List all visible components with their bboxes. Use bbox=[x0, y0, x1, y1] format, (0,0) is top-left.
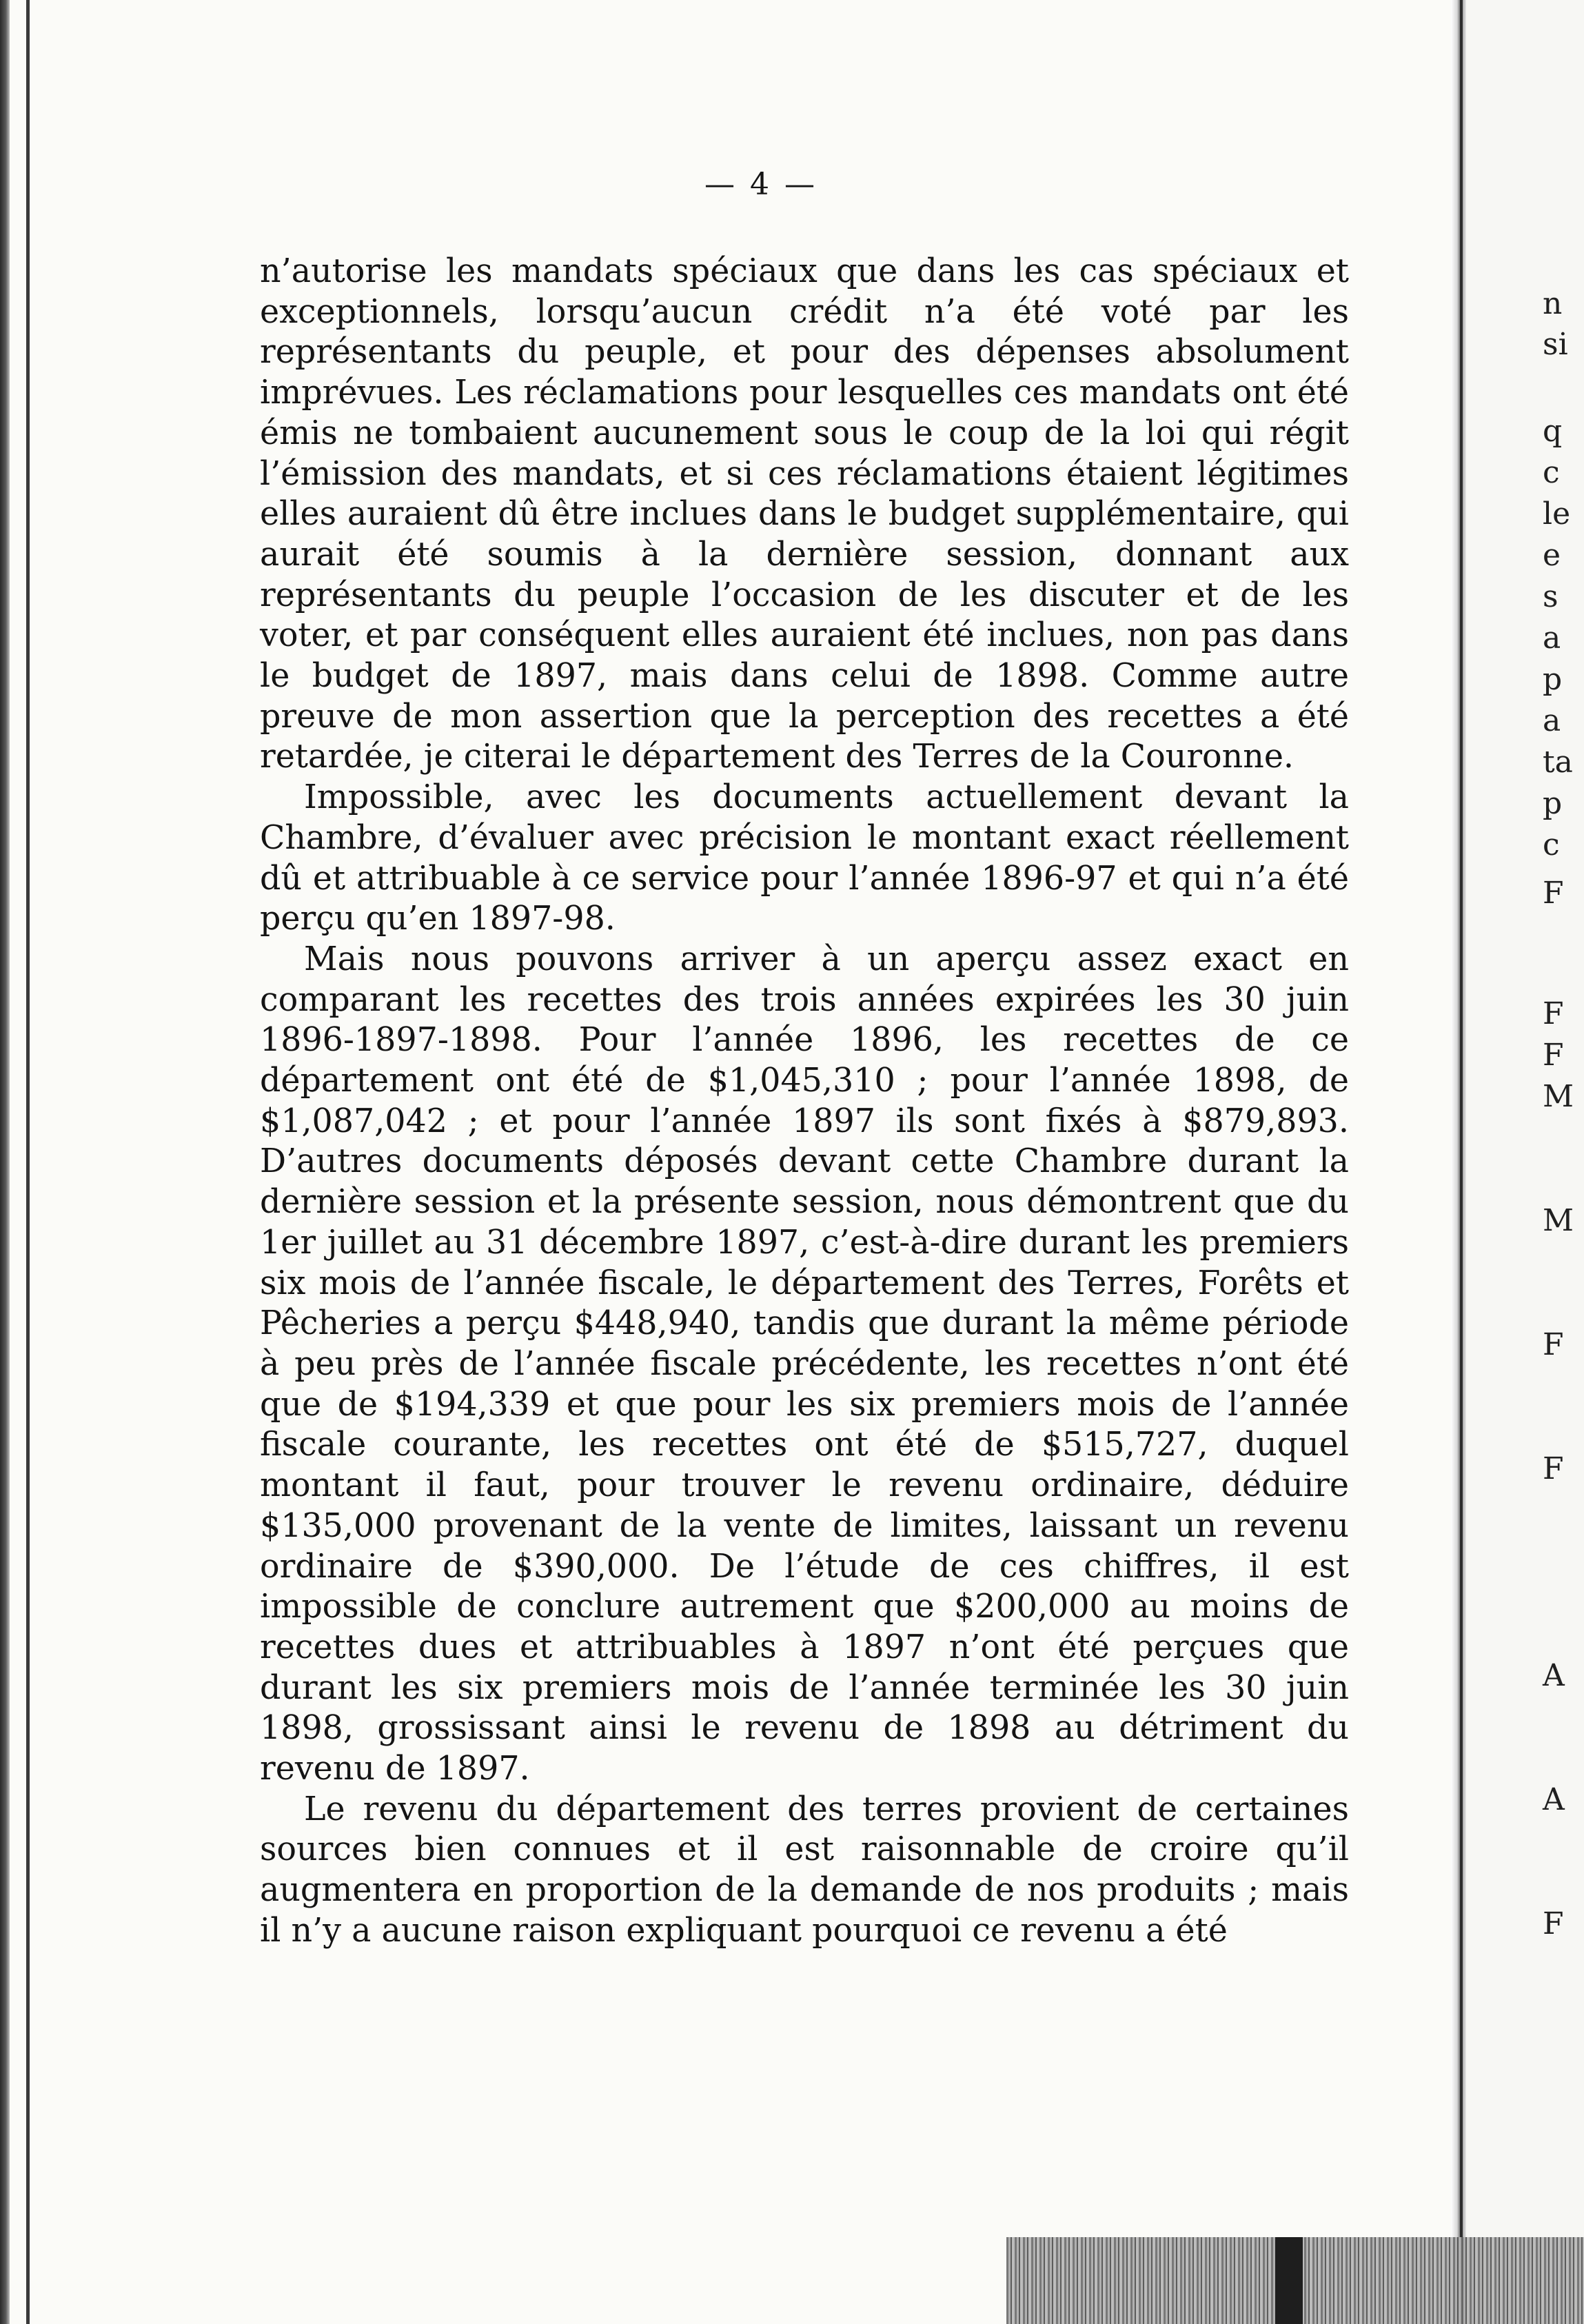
fragment-text: F bbox=[1543, 1327, 1564, 1362]
fragment-text: p bbox=[1543, 786, 1563, 821]
fragment-text: M bbox=[1543, 1203, 1574, 1238]
fragment-text: F bbox=[1543, 1451, 1564, 1486]
body-text bbox=[260, 252, 1349, 1952]
fragment-text: n bbox=[1543, 286, 1563, 321]
fragment-text: F bbox=[1543, 1906, 1564, 1941]
fragment-text: A bbox=[1543, 1782, 1565, 1817]
fragment-text: F bbox=[1543, 876, 1564, 911]
scan-left-edge bbox=[0, 0, 10, 2324]
fragment-text: A bbox=[1543, 1658, 1565, 1693]
book-gutter bbox=[1451, 0, 1466, 2324]
fragment-text: F bbox=[1543, 1038, 1564, 1073]
fragment-text: a bbox=[1543, 620, 1561, 656]
paragraph-2: Impossible, avec les documents actuellement devant la Chambre, d’évaluer avec précision le montant exact réellement dû et attribuable à ce service pour l’année 1896-97 et qui n’a été perçu qu’en 1897-98. bbox=[260, 778, 1349, 938]
fragment-text: s bbox=[1543, 579, 1558, 614]
fragment-text: si bbox=[1543, 327, 1568, 362]
fragment-text: a bbox=[1543, 703, 1561, 738]
paragraph-4: Le revenu du département des terres provient de certaines sources bien connues et il est raisonnable de croire qu’il augmentera en proportion de la demande de nos produits ; mais il n’y a aucune raison expliquant pourquoi ce revenu a été bbox=[260, 1790, 1349, 1950]
fragment-text: ta bbox=[1543, 745, 1573, 780]
fragment-text: c bbox=[1543, 827, 1560, 862]
fragment-text: p bbox=[1543, 662, 1563, 697]
page-number: — 4 — bbox=[704, 167, 818, 202]
adjacent-page-fragments bbox=[1543, 0, 1584, 2324]
fragment-text: F bbox=[1543, 996, 1564, 1031]
fragment-text: c bbox=[1543, 455, 1560, 490]
fragment-text: e bbox=[1543, 538, 1561, 573]
paragraph-3: Mais nous pouvons arriver à un aperçu assez exact en comparant les recettes des trois années expirées les 30 juin 1896-1897-1898. Pour l’année 1896, les recettes de ce département ont été de $1,045,310 ; pour l’année 1898, de $1,087,042 ; et pour l’année 1897 ils sont fixés à $879,893. D’autres documents déposés devant cette Chambre durant la dernière session et la présente session, nous démontrent que du 1er juillet au 31 décembre 1897, c’est-à-dire durant les premiers six mois de l’année fiscale, le département des Terres, Forêts et Pêcheries a perçu $448,940, tandis que durant la même période à peu près de l’année fiscale précédente, les recettes n’ont été que de $194,339 et que pour les six premiers mois de l’année fiscale courante, les recettes ont été de $515,727, duquel montant il faut, pour trouver le revenu ordinaire, déduire $135,000 provenant de la vente de limites, laissant un revenu ordinaire de $390,000. De l’étude de ces chiffres, il est impossible de conclure autrement que $200,000 au moins de recettes dues et attribuables à 1897 n’ont été perçues que durant les six premiers mois de l’année terminée les 30 juin 1898, grossissant ainsi le revenu de 1898 au détriment du revenu de 1897. bbox=[260, 940, 1349, 1788]
gutter-line bbox=[1460, 0, 1463, 2324]
fragment-text: q bbox=[1543, 414, 1563, 449]
scan-bottom-clip bbox=[1275, 2237, 1303, 2324]
fragment-text: le bbox=[1543, 496, 1571, 532]
paragraph-1: n’autorise les mandats spéciaux que dans les cas spéciaux et exceptionnels, lorsqu’aucun crédit n’a été voté par les représentants du peuple, et pour des dépenses absolument imprévues. Les réclamations pour lesquelles ces mandats ont été émis ne tombaient aucunement sous le coup de la loi qui régit l’émission des mandats, et si ces réclamations étaient légitimes elles auraient dû être inclues dans le budget supplémentaire, qui aurait été soumis à la dernière session, donnant aux représentants du peuple l’occasion de les discuter et de les voter, et par conséquent elles auraient été inclues, non pas dans le budget de 1897, mais dans celui de 1898. Comme autre preuve de mon assertion que la perception des recettes a été retardée, je citerai le département des Terres de la Couronne. bbox=[260, 252, 1349, 776]
scan-left-border-line bbox=[26, 0, 30, 2324]
fragment-text: M bbox=[1543, 1079, 1574, 1114]
